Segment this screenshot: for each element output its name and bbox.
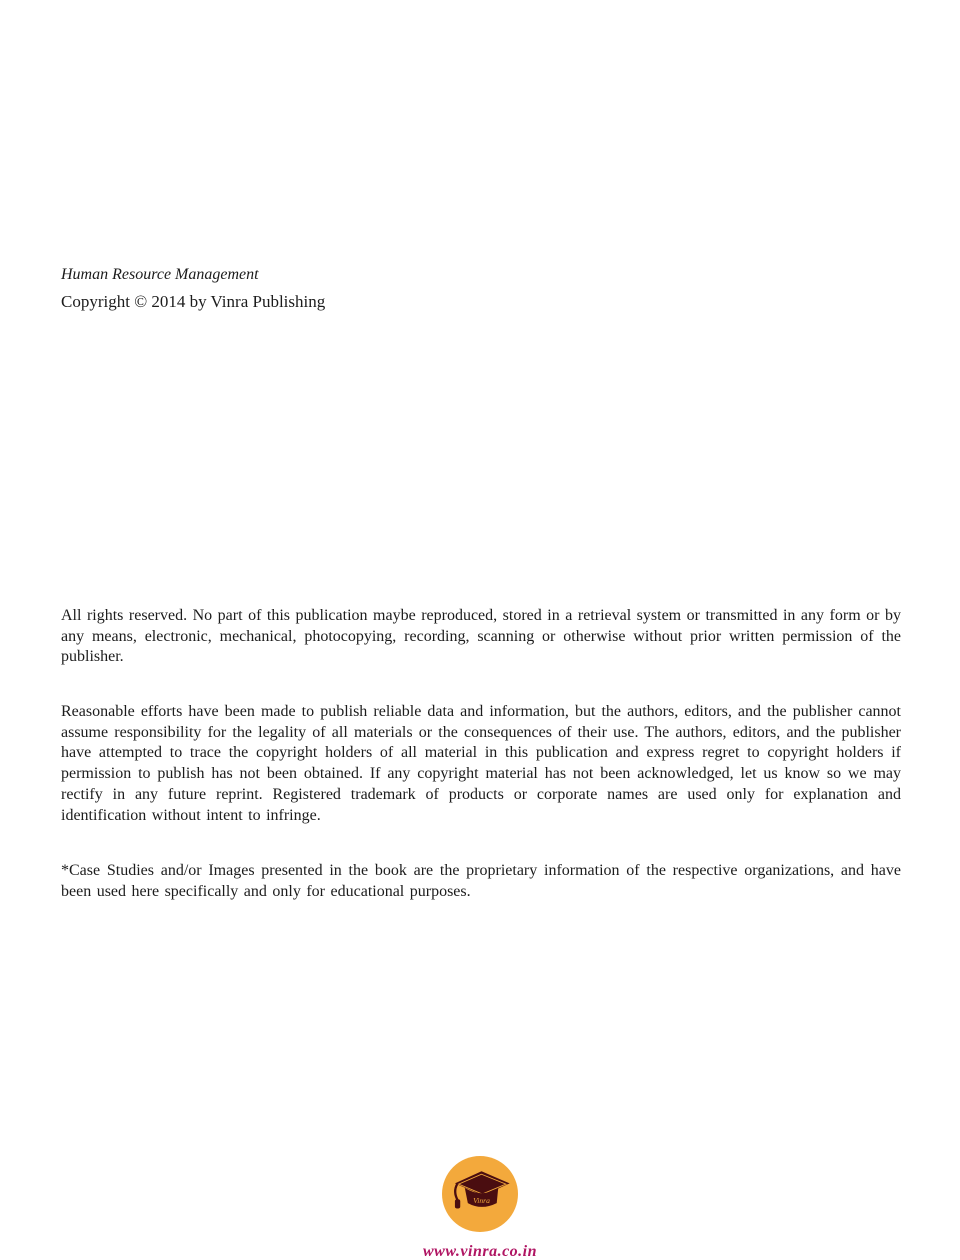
rights-reserved-paragraph: All rights reserved. No part of this publication maybe reproduced, stored in a retrieval system or transmitted in any form or by any means, electronic, mechanical, photocopying, recording, scanning or otherwise without prior written permission of the publisher. <box>61 607 901 666</box>
copyright-line: Copyright © 2014 by Vinra Publishing <box>61 292 326 311</box>
book-title: Human Resource Management <box>61 266 259 283</box>
logo-script-text: Vinra <box>473 1196 490 1206</box>
footer <box>0 1156 960 1260</box>
header-block <box>61 264 901 313</box>
case-studies-paragraph: *Case Studies and/or Images presented in the book are the proprietary information of the respective organizations, and have been used here specifically and only for educational purposes. <box>61 862 901 900</box>
graduation-cap-icon <box>442 1156 518 1232</box>
website-link[interactable]: www.vinra.co.in <box>422 1243 538 1260</box>
publisher-logo <box>442 1156 518 1232</box>
reasonable-efforts-paragraph: Reasonable efforts have been made to publish reliable data and information, but the authors, editors, and the publisher cannot assume responsibility for the legality of all materials or the consequences of their use. The authors, editors, and the publisher have attempted to trace the copyright holders of all material in this publication and express regret to copyright holders if permission to publish has not been obtained. If any copyright material has not been acknowledged, let us know so we may rectify in any future reprint. Registered trademark of products or corporate names are used only for explanation and identification without intent to infringe. <box>61 703 901 824</box>
